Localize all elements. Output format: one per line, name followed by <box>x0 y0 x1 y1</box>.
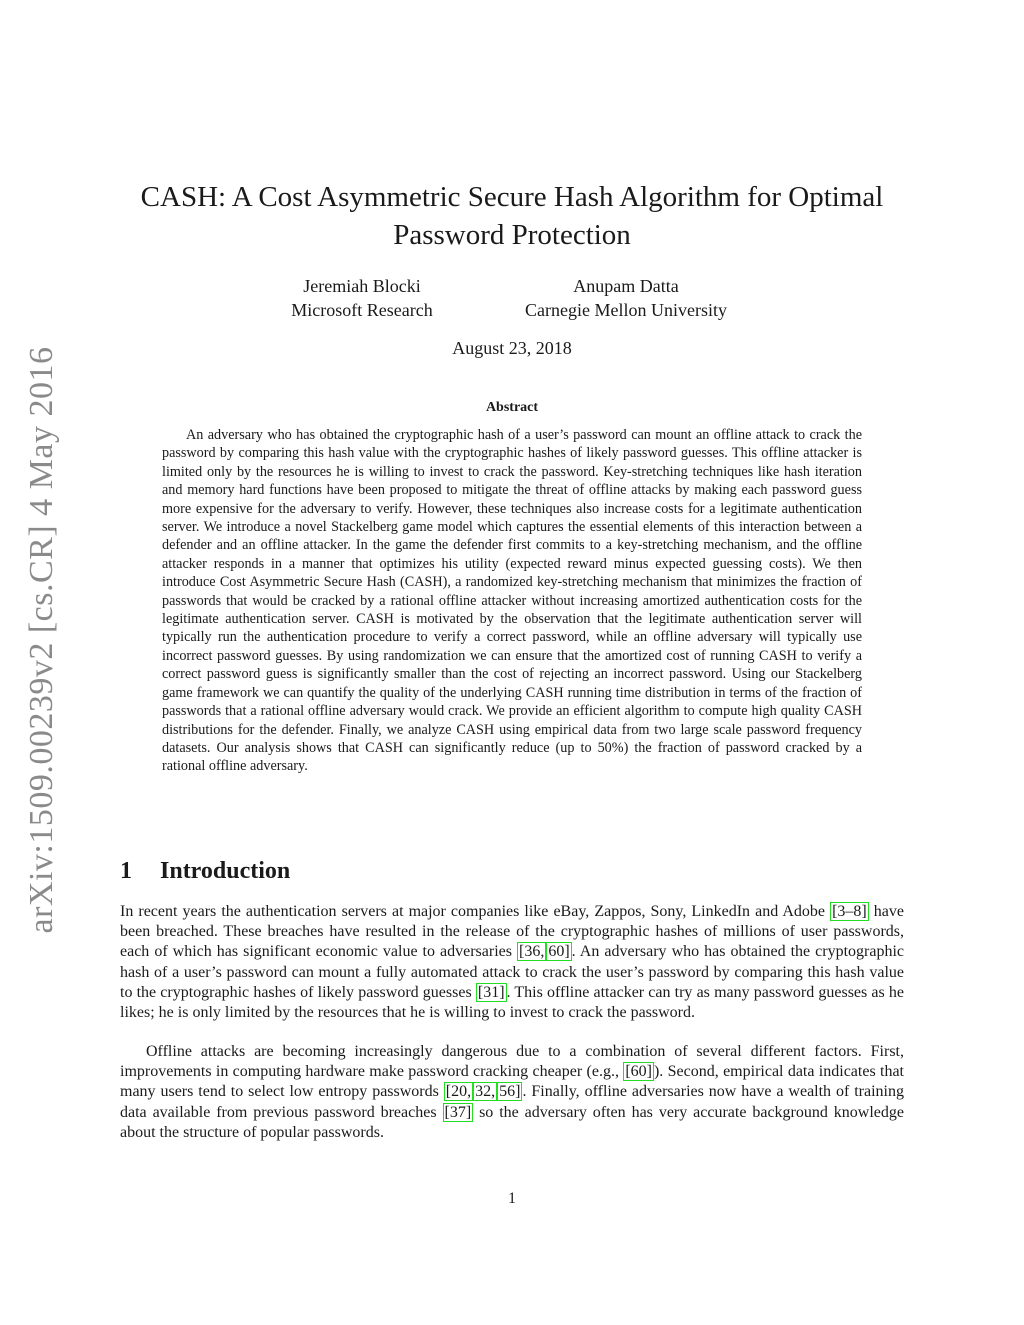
paper-title: CASH: A Cost Asymmetric Secure Hash Algorithm for Optimal Password Protection <box>140 181 884 251</box>
author-2-affiliation: Carnegie Mellon University <box>525 300 727 320</box>
citation-link[interactable]: [37] <box>444 1103 472 1121</box>
citation-link[interactable]: [36, <box>519 943 545 961</box>
section-heading <box>120 858 290 885</box>
text-run: so the adversary often has very accurate background knowledge about the structure of popular passwords. <box>120 1103 905 1141</box>
citation-link[interactable]: [3–8] <box>832 903 867 920</box>
page-number: 1 <box>508 1190 516 1207</box>
citation-link[interactable]: [20, <box>445 1083 472 1101</box>
author-1 <box>262 274 462 322</box>
author-1-affiliation: Microsoft Research <box>291 300 433 320</box>
text-run: In recent years the authentication servers at major companies like eBay, Zappos, Sony, LinkedIn and Adobe <box>120 903 831 920</box>
abstract-heading: Abstract <box>485 400 539 415</box>
text-run: have been breached. These breaches have resulted in the release of the cryptographic hashes of millions of user passwords, each of which has significant economic value to adversaries <box>120 903 905 961</box>
citation-link[interactable]: 60] <box>548 943 570 961</box>
text-run: . An adversary who has obtained the cryptographic hash of a user’s password can mount a fully automated attack to crack the user’s password by comparing this hash value to the cryptographic hashes of likely password guesses <box>120 943 904 1001</box>
arxiv-identifier-text: arXiv:1509.00239v2 [cs.CR] 4 May 2016 <box>23 346 60 934</box>
section-number: 1 <box>120 858 132 884</box>
author-1-name: Jeremiah Blocki <box>303 276 421 296</box>
intro-paragraph-1 <box>120 902 904 1023</box>
citation-link[interactable]: [60] <box>625 1063 652 1081</box>
text-run: Offline attacks are becoming increasingly dangerous due to a combination of several different factors. First, improvements in computing hardware make password cracking cheaper (e.g., <box>120 1043 904 1081</box>
text-run: . Finally, offline adversaries now have a wealth of training data available from previous password breaches <box>120 1083 905 1121</box>
citation-link[interactable]: 32, <box>475 1083 496 1101</box>
section-title: Introduction <box>160 858 291 884</box>
text-run: . This offline attacker can try as many password guesses as he likes; he is only limited by the resources that he is willing to invest to crack the password. <box>120 983 904 1022</box>
intro-paragraph-2 <box>120 1042 904 1143</box>
text-run: ). Second, empirical data indicates that many users tend to select low entropy passwords <box>120 1063 905 1101</box>
abstract-text: An adversary who has obtained the cryptographic hash of a user’s password can mount an offline attack to crack the password by comparing this hash value with the cryptographic hashes of likely password guesses. This offline attacker is limited only by the resources he is willing to invest to crack the password. Key-stretching techniques like hash iteration and memory hard functions have been proposed to mitigate the threat of offline attacks by making each password guess more expensive for the adversary to verify. However, these techniques also increase costs for a legitimate authentication server. We introduce a novel Stackelberg game model which captures the essential elements of this interaction between a defender and an offline attacker. In the game the defender first commits to a key-stretching mechanism, and the offline attacker responds in a manner that optimizes his utility (expected reward minus expected guessing costs). We then introduce Cost Asymmetric Secure Hash (CASH), a randomized key-stretching mechanism that minimizes the fraction of passwords that would be cracked by a rational offline attacker without increasing amortized authentication costs for the legitimate authentication server. CASH is motivated by the observation that the legitimate authentication server will typically run the authentication procedure to verify a correct password, while an offline adversary will typically use incorrect password guesses. By using randomization we can ensure that the amortized cost of running CASH to verify a correct password guess is significantly smaller than the cost of rejecting an incorrect password. Using our Stackelberg game framework we can quantify the quality of the underlying CASH running time distribution in terms of the fraction of passwords that a rational offline adversary would crack. We provide an efficient algorithm to compute high quality CASH distributions for the defender. Finally, we analyze CASH using empirical data from two large scale password frequency datasets. Our analysis shows that CASH can significantly reduce (up to 50%) the fraction of password cracked by a rational offline adversary. <box>162 427 862 775</box>
author-2-name: Anupam Datta <box>573 276 679 296</box>
citation-link[interactable]: [31] <box>477 983 505 1001</box>
author-2 <box>496 274 756 322</box>
paper-date: August 23, 2018 <box>452 338 572 358</box>
citation-link[interactable]: 56] <box>499 1083 521 1101</box>
